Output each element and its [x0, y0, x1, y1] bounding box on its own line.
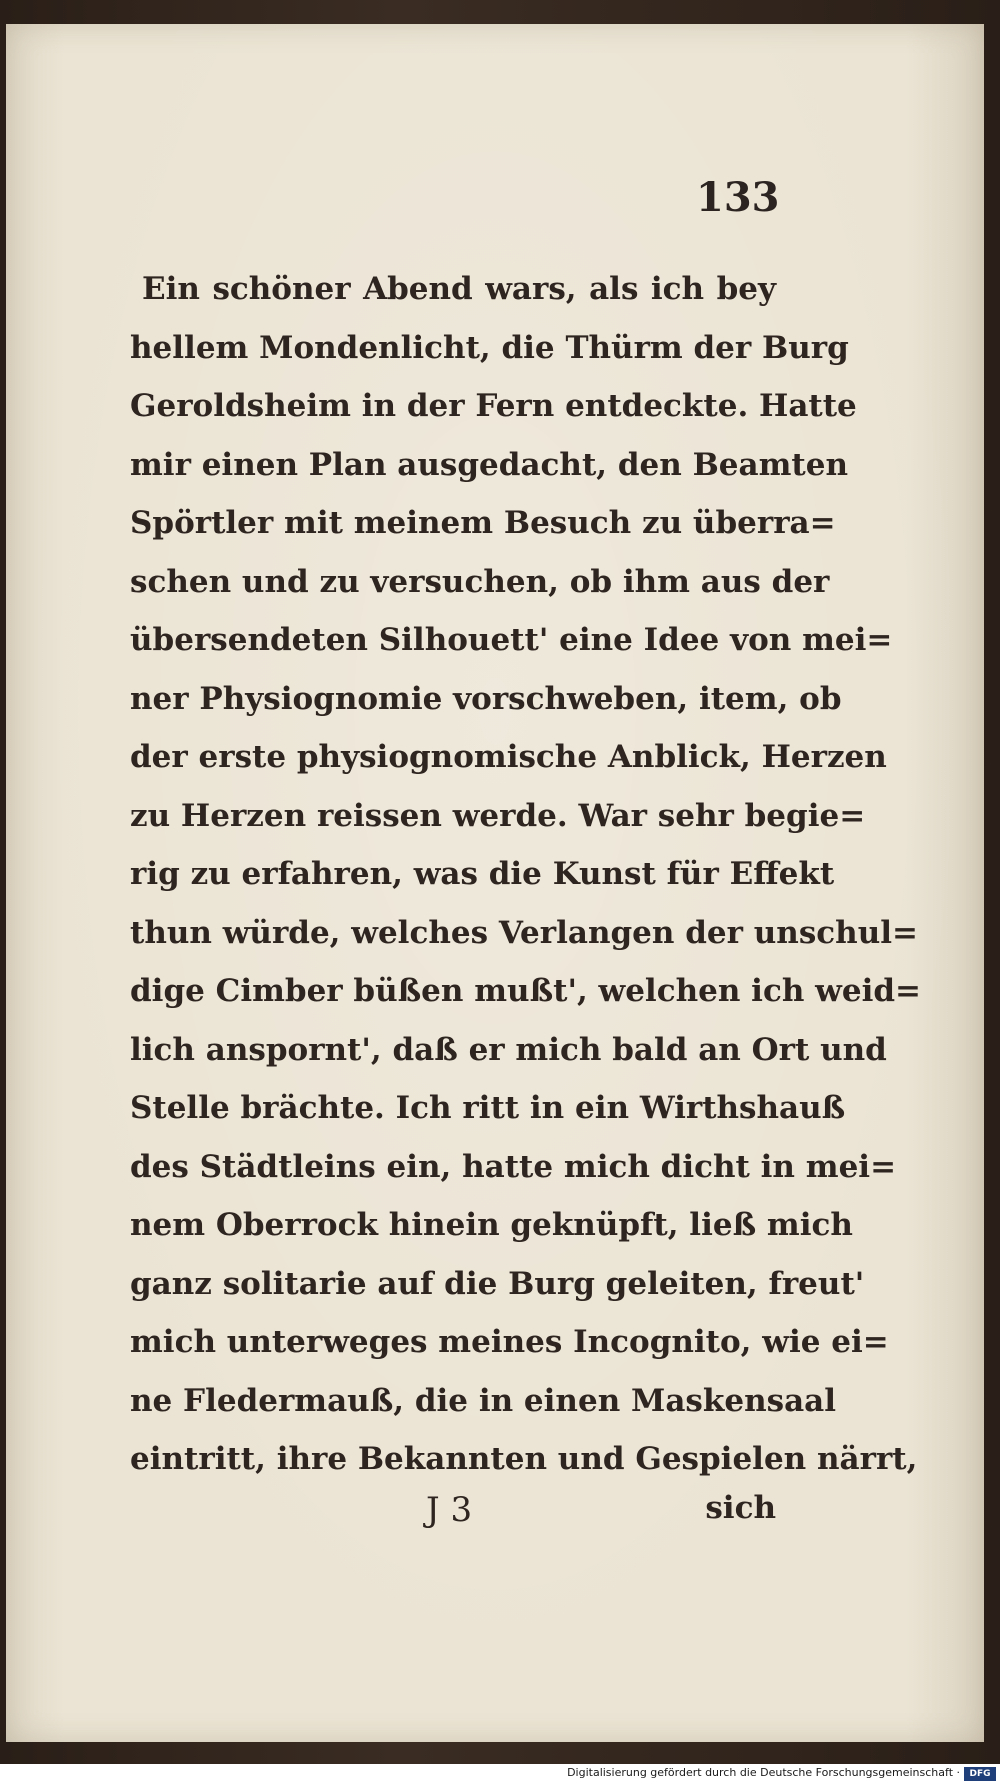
text-line: rig zu erfahren, was die Kunst für Effekt: [130, 856, 835, 892]
text-line: nem Oberrock hinein geknüpft, ließ mich: [130, 1207, 853, 1243]
text-line: übersendeten Silhouett' eine Idee von mei=: [130, 622, 893, 658]
text-line: des Städtleins ein, hatte mich dicht in mei=: [130, 1148, 897, 1185]
text-line: schen und zu versuchen, ob ihm aus der: [130, 563, 830, 600]
digitization-credit: Digitalisierung gefördert durch die Deutsche Forschungsgemeinschaft ·: [567, 1766, 960, 1779]
text-line: mich unterweges meines Incognito, wie ei=: [130, 1324, 889, 1360]
text-line: mir einen Plan ausgedacht, den Beamten: [130, 446, 848, 483]
signature-mark: J 3: [426, 1490, 473, 1530]
text-line: Stelle brächte. Ich ritt in ein Wirthshauß: [130, 1090, 846, 1126]
text-line: dige Cimber büßen mußt', welchen ich weid=: [130, 973, 921, 1009]
text-line: zu Herzen reissen werde. War sehr begie=: [130, 797, 866, 834]
body-text: [130, 260, 921, 1489]
text-line: ne Fledermauß, die in einen Maskensaal: [130, 1382, 837, 1419]
book-page: [6, 24, 984, 1742]
text-line: lich anspornt', daß er mich bald an Ort und: [130, 1031, 887, 1068]
text-line: hellem Mondenlicht, die Thürm der Burg: [130, 329, 849, 366]
catchword: sich: [705, 1490, 776, 1526]
page-number: 133: [696, 174, 780, 221]
text-line: ner Physiognomie vorschweben, item, ob: [130, 680, 842, 717]
text-line: eintritt, ihre Bekannten und Gespielen närrt,: [130, 1441, 918, 1477]
credit-bar: [0, 1764, 1000, 1784]
text-line: ganz solitarie auf die Burg geleiten, freut': [130, 1265, 865, 1302]
text-line: der erste physiognomische Anblick, Herzen: [130, 739, 887, 775]
page-footer: [130, 1490, 776, 1550]
text-line: Ein schöner Abend wars, als ich bey: [142, 271, 776, 307]
text-line: Geroldsheim in der Fern entdeckte. Hatte: [130, 388, 857, 424]
text-line: thun würde, welches Verlangen der unschul=: [130, 914, 918, 951]
dfg-logo-icon: DFG: [964, 1767, 996, 1781]
text-line: Spörtler mit meinem Besuch zu überra=: [130, 505, 836, 541]
